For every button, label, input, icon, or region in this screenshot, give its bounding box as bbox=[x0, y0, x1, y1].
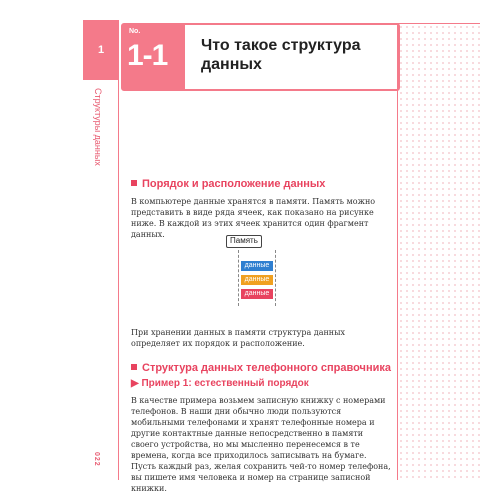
body-paragraph: В качестве примера возьмем записную книжку с номерами телефонов. В наши дни обычно люди пользуются мобильными телефонами и хранят телефонные номера и другие контактные данные непосредственно в памяти своего устройства, но мы мысленно перенесемся в те времена, когда все приходилось записывать на бумаге. Пусть каждый раз, желая сохранить чей-то номер телефона, вы пишете имя человека и номер на странице записной книжки. bbox=[131, 396, 391, 493]
triangle-bullet-icon: ▶ bbox=[131, 378, 142, 389]
chapter-tab bbox=[83, 20, 119, 80]
dotted-margin bbox=[398, 23, 480, 481]
side-divider bbox=[118, 20, 119, 480]
heading-marker-icon bbox=[131, 180, 137, 186]
memory-cell: данные bbox=[241, 261, 273, 271]
page-title: Что такое структура данных bbox=[201, 37, 361, 73]
memory-cell: данные bbox=[241, 275, 273, 285]
heading-text: Структура данных телефонного справочника bbox=[142, 362, 391, 374]
chapter-label: Структуры данных bbox=[93, 88, 103, 166]
no-label: No. bbox=[129, 28, 141, 35]
heading-marker-icon bbox=[131, 364, 137, 370]
section-heading-order bbox=[131, 178, 325, 190]
chapter-number: 1 bbox=[97, 44, 105, 56]
subheading-example bbox=[131, 378, 309, 389]
memory-cell: данные bbox=[241, 289, 273, 299]
subheading-text: Пример 1: естественный порядок bbox=[141, 378, 309, 389]
intro-paragraph: В компьютере данные хранятся в памяти. Память можно представить в виде ряда ячеек, как показано на рисунке ниже. В каждой из этих ячеек хранится один фрагмент данных. bbox=[131, 197, 376, 239]
section-header bbox=[121, 23, 400, 91]
section-number: 1-1 bbox=[127, 39, 168, 72]
page-number: 022 bbox=[93, 452, 100, 467]
heading-text: Порядок и расположение данных bbox=[142, 178, 326, 190]
memory-label: Память bbox=[226, 235, 262, 248]
section-heading-phonebook bbox=[131, 362, 391, 374]
section-number-block bbox=[123, 25, 185, 89]
outro-paragraph: При хранении данных в памяти структура данных определяет их порядок и расположение. bbox=[131, 328, 346, 348]
